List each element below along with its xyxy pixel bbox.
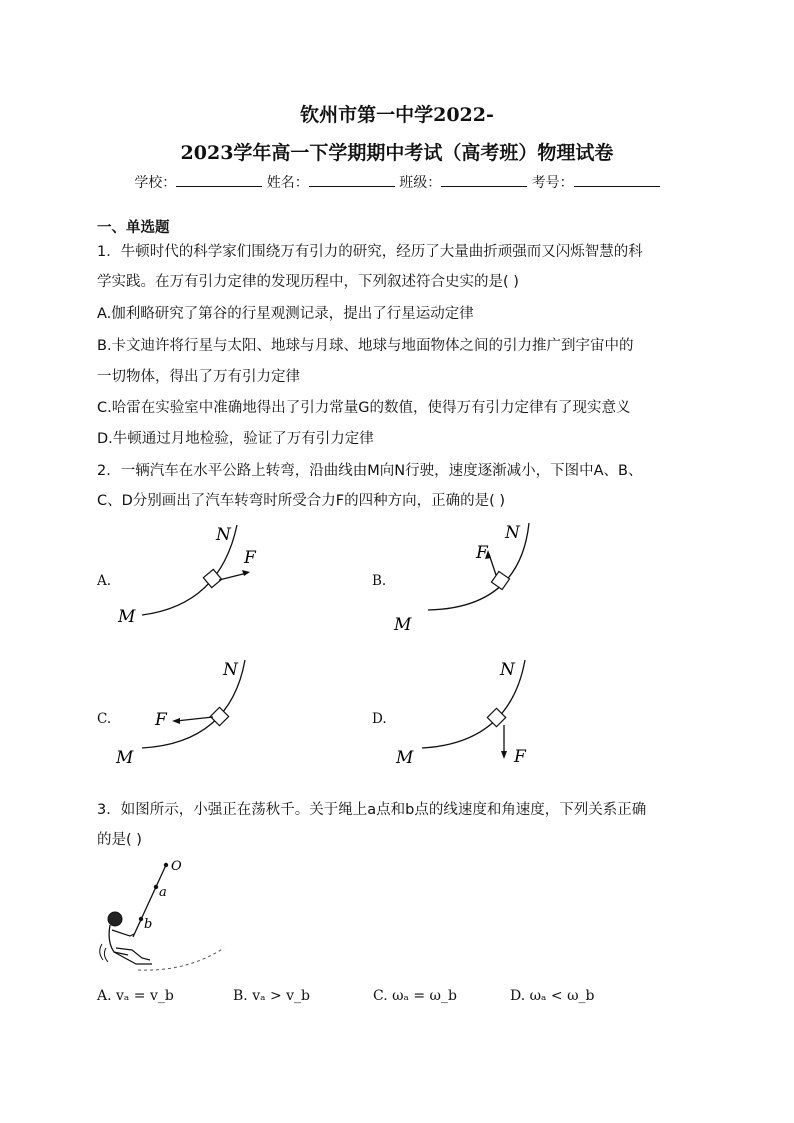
q2-label-b: B.	[372, 573, 387, 589]
exam-number-label: 考号：	[531, 175, 574, 191]
point-m: M	[394, 615, 412, 635]
point-m: M	[118, 607, 136, 627]
point-n: N	[500, 660, 515, 680]
q3-option-b: B. vₐ > v_b	[233, 988, 310, 1004]
student-info	[0, 172, 794, 192]
q2-stem-1: 2．一辆汽车在水平公路上转弯，沿曲线由M向N行驶，速度逐渐减小，下图中A、B、	[97, 463, 643, 479]
q1-option-a: A.伽利略研究了第谷的行星观测记录，提出了行星运动定律	[97, 306, 474, 322]
q3-option-a: A. vₐ = v_b	[97, 988, 174, 1004]
force-f: F	[244, 548, 256, 568]
car-box	[203, 569, 221, 587]
point-n: N	[223, 660, 238, 680]
q1-stem-2: 学实践。在万有引力定律的发现历程中，下列叙述符合史实的是( )	[97, 274, 519, 290]
force-f: F	[514, 747, 526, 767]
class-label: 班级：	[399, 175, 442, 191]
q1-option-d: D.牛顿通过月地检验，验证了万有引力定律	[97, 431, 374, 447]
exam-number-blank[interactable]	[574, 172, 660, 187]
swing-trajectory	[138, 948, 224, 970]
q3-stem-1: 3．如图所示，小强正在荡秋千。关于绳上a点和b点的线速度和角速度，下列关系正确	[97, 802, 647, 818]
q2-label-c: C.	[97, 711, 112, 727]
section-heading: 一、单选题	[97, 220, 170, 236]
q1-stem-1: 1．牛顿时代的科学家们围绕万有引力的研究，经历了大量曲折顽强而又闪烁智慧的科	[97, 244, 643, 260]
title-line-2: 2023学年高一下学期期中考试（高考班）物理试卷	[180, 142, 614, 164]
q2-figure-a	[110, 520, 280, 630]
car-box	[491, 571, 509, 589]
point-b: b	[144, 917, 153, 932]
q1-option-b-2: 一切物体，得出了万有引力定律	[97, 369, 300, 385]
force-arrowhead	[242, 570, 250, 576]
q1-option-c: C.哈雷在实验室中准确地得出了引力常量G的数值，使得万有引力定律有了现实意义	[97, 400, 631, 416]
q1-option-b-1: B.卡文迪许将行星与太阳、地球与月球、地球与地面物体之间的引力推广到宇宙中的	[97, 338, 634, 354]
force-arrowhead	[501, 751, 507, 759]
title-line-1: 钦州市第一中学2022-	[300, 104, 494, 126]
point-m: M	[396, 748, 414, 768]
q3-stem-2: 的是( )	[97, 832, 142, 848]
name-blank[interactable]	[309, 172, 395, 187]
q2-label-a: A.	[97, 573, 112, 589]
q2-figure-c	[110, 655, 280, 770]
q3-option-d: D. ωₐ < ω_b	[510, 988, 595, 1004]
force-f: F	[476, 543, 488, 563]
force-f: F	[155, 710, 167, 730]
school-blank[interactable]	[176, 172, 262, 187]
class-blank[interactable]	[441, 172, 527, 187]
school-label: 学校：	[134, 175, 177, 191]
point-n: N	[216, 525, 231, 545]
force-arrowhead	[172, 718, 180, 724]
point-a: a	[159, 885, 167, 900]
q3-swing-figure	[92, 852, 232, 977]
q2-stem-2: C、D分别画出了汽车转弯时所受合力F的四种方向，正确的是( )	[97, 493, 506, 509]
point-o: O	[171, 859, 182, 874]
q2-figure-d	[390, 655, 560, 770]
point-m: M	[116, 748, 134, 768]
point-n: N	[505, 523, 520, 543]
q3-option-c: C. ωₐ = ω_b	[373, 988, 457, 1004]
q2-figure-b	[390, 518, 560, 636]
name-label: 姓名：	[266, 175, 309, 191]
q2-label-d: D.	[372, 711, 387, 727]
